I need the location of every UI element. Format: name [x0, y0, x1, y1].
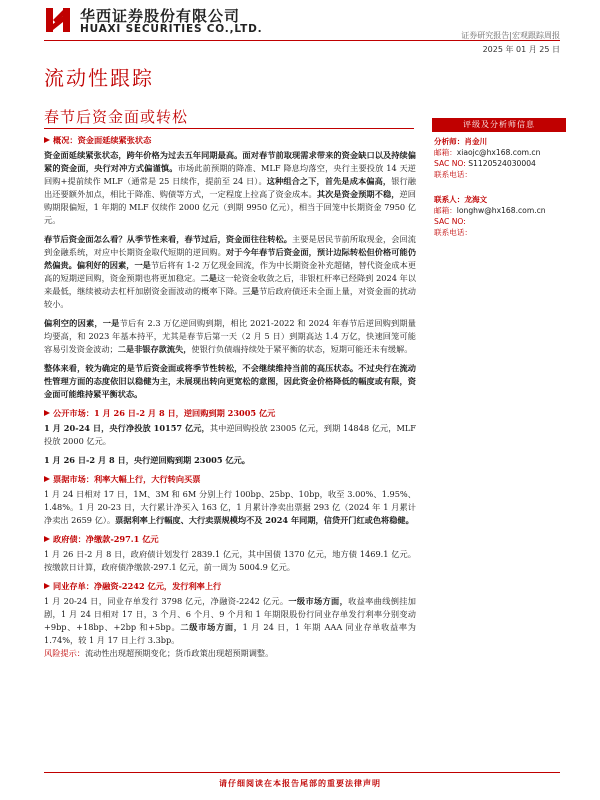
ncd-paragraph: 1 月 20-24 日，同业存单发行 3798 亿元，净融资-2242 亿元。一级市场方面，收益率曲线倒挂加剧，1 月 24 日相对 17 日，3 个月、6 个月、9 个月和 1 年期限股份行同业存单发行利率分别变动+9bp、+18bp、+2bp 和+5bp。二级市场方面，1 月 24 日，1 年期 AAA 同业存单收益率为 1.74%，较 1 月 17 日上行 3.3bp。: [44, 596, 416, 645]
analyst-email-row: [434, 147, 566, 158]
open-market-paragraph-2: 1 月 26 日-2 月 8 日，央行逆回购到期 23005 亿元。: [44, 455, 250, 465]
report-body: [44, 134, 416, 666]
analyst-sac: S1120524030004: [468, 159, 536, 168]
company-name-cn: 华西证券股份有限公司: [80, 7, 241, 25]
subtitle-divider: [44, 128, 414, 129]
email-label: 邮箱：: [434, 206, 457, 215]
analyst-card: [432, 132, 566, 180]
section-heading-open-market: 公开市场：1 月 26 日-2 月 8 日，逆回购到期 23005 亿元: [44, 407, 416, 420]
footer-disclaimer: 请仔细阅读在本报告尾部的重要法律声明: [219, 779, 381, 788]
overview-paragraph-3: 偏利空的因素，一是节后有 2.3 万亿逆回购到期，相比 2021-2022 和 2024 年春节后逆回购到期量均要高，和 2023 年基本持平，尤其是春节后第一天（2 月 5 日）到期高达 1.4 万亿，快速回笼可能容易引发资金波动；二是非银存款流失，使银行负债端持续处于紧平衡的状态，短期可能还未有缓解。: [44, 318, 416, 354]
analyst-phone-row: 联系电话：: [434, 170, 472, 179]
email-label: 邮箱：: [434, 148, 457, 157]
section-heading-ncd: 同业存单：净融资-2242 亿元，发行利率上行: [44, 580, 416, 593]
triangle-bullet-icon: [44, 476, 50, 482]
page-title: 流动性跟踪: [44, 66, 154, 90]
bill-market-paragraph: 1 月 24 日相对 17 日，1M、3M 和 6M 分别上行 100bp、25bp、10bp，收至 3.00%、1.95%、1.48%。1 月 20-23 日，大行累计净买入 163 亿，1 月累计净卖出票据 293 亿（2024 年 1 月累计净卖出 2659 亿）。票据利率上行幅度、大行卖票规模均不及 2024 年同期，信贷开门红或色将稳健。: [44, 489, 416, 525]
header-divider: [44, 40, 560, 41]
footer-divider: [44, 772, 560, 773]
section-heading-overview: 概况：资金面延续紧张状态: [44, 134, 416, 147]
page-header: [0, 0, 600, 40]
risk-text: 流动性出现超预期变化；货币政策出现超预期调整。: [84, 648, 274, 658]
company-name-en: HUAXI SECURITIES CO.,LTD.: [80, 23, 263, 35]
sidebar-header: 评级及分析师信息: [432, 118, 566, 132]
risk-label: 风险提示：: [44, 648, 85, 658]
govt-bond-paragraph: 1 月 26 日-2 月 8 日，政府债计划发行 2839.1 亿元，其中国债 1370 亿元，地方债 1469.1 亿元。按缴款日计算，政府债净缴款-297.1 亿元，前一周为 5004.9 亿元。: [44, 549, 416, 572]
report-type: 证券研究报告|宏观跟踪周报: [461, 31, 560, 40]
overview-paragraph-4: 整体来看，较为确定的是节后资金面或将季节性转松，不会继续维持当前的高压状态。不过央行在流动性管理方面的态度依旧以稳健为主，未展现出转向更宽松的意图，因此资金价格降低的幅度或有限，资金面可能维持紧平衡状态。: [44, 363, 416, 399]
risk-warning: [44, 647, 416, 660]
contact-email[interactable]: longhw@hx168.com.cn: [456, 206, 546, 215]
triangle-bullet-icon: [44, 410, 50, 416]
analyst-sac-row: [434, 158, 566, 169]
sac-label: SAC NO:: [434, 159, 469, 168]
section-heading-govt-bond: 政府债：净缴款-297.1 亿元: [44, 533, 416, 546]
sac-label: SAC NO:: [434, 217, 466, 226]
open-market-paragraph-1: 1 月 20-24 日，央行净投放 10157 亿元，其中逆回购投放 23005 亿元，到期 14848 亿元，MLF 投放 2000 亿元。: [44, 423, 416, 446]
overview-paragraph-2: 春节后资金面怎么看？从季节性来看，春节过后，资金面往往转松。主要是居民节前所取现金，会回流到金融系统，对应中长期资金取代短期的逆回购。对于今年春节后资金面，预计边际转松但价格可能仍然偏贵。偏利好的因素，一是节后将有 1-2 万亿现金回流，作为中长期资金补充超储，替代资金成本更高的短期逆回购，资金预期也将更加稳定。二是这一轮资金收敛之后，非银杠杆率已经降到 2024 年以来最低，继续被动去杠杆加剧资金面波动的概率下降。三是节后政府债还未全面上量，对资金面的扰动较小。: [44, 234, 416, 309]
analyst-email[interactable]: xiaojc@hx168.com.cn: [456, 148, 541, 157]
section-heading-bill-market: 票据市场：利率大幅上行，大行转向买票: [44, 473, 416, 486]
analyst-name: 分析师：肖金川: [434, 137, 488, 146]
analyst-sidebar: [432, 118, 566, 238]
triangle-bullet-icon: [44, 583, 50, 589]
triangle-bullet-icon: [44, 536, 50, 542]
page-subtitle: 春节后资金面或转松: [44, 108, 189, 126]
contact-email-row: [434, 205, 566, 216]
contact-phone-row: 联系电话：: [434, 228, 472, 237]
contact-name: 联系人：龙海文: [434, 195, 488, 204]
overview-paragraph-1: 资金面延续紧张状态，跨年价格为过去五年同期最高。面对春节前取现需求带来的资金缺口以及持续偏紧的资金面，央行对冲方式偏谨慎。市场此前预期的降准、MLF 降息均落空，央行主要投放 14 天逆回购+提前续作 MLF（通常是 25 日续作，提前至 24 日）。这种组合之下，首先是成本偏高，银行融出还要额外加点，相比于降准、购债等方式，一定程度上拉高了资金成本。其次是资金预期不稳，逆回购期限偏短，1 年期的 MLF 仅续作 2000 亿元（到期 9950 亿元），相当于回笼中长期资金 7950 亿元。: [44, 150, 416, 225]
contact-sac-row: [434, 216, 566, 227]
contact-card: [432, 190, 566, 238]
report-date: 2025 年 01 月 25 日: [482, 45, 560, 54]
huaxi-logo-icon: [44, 6, 72, 34]
triangle-bullet-icon: [44, 137, 50, 143]
